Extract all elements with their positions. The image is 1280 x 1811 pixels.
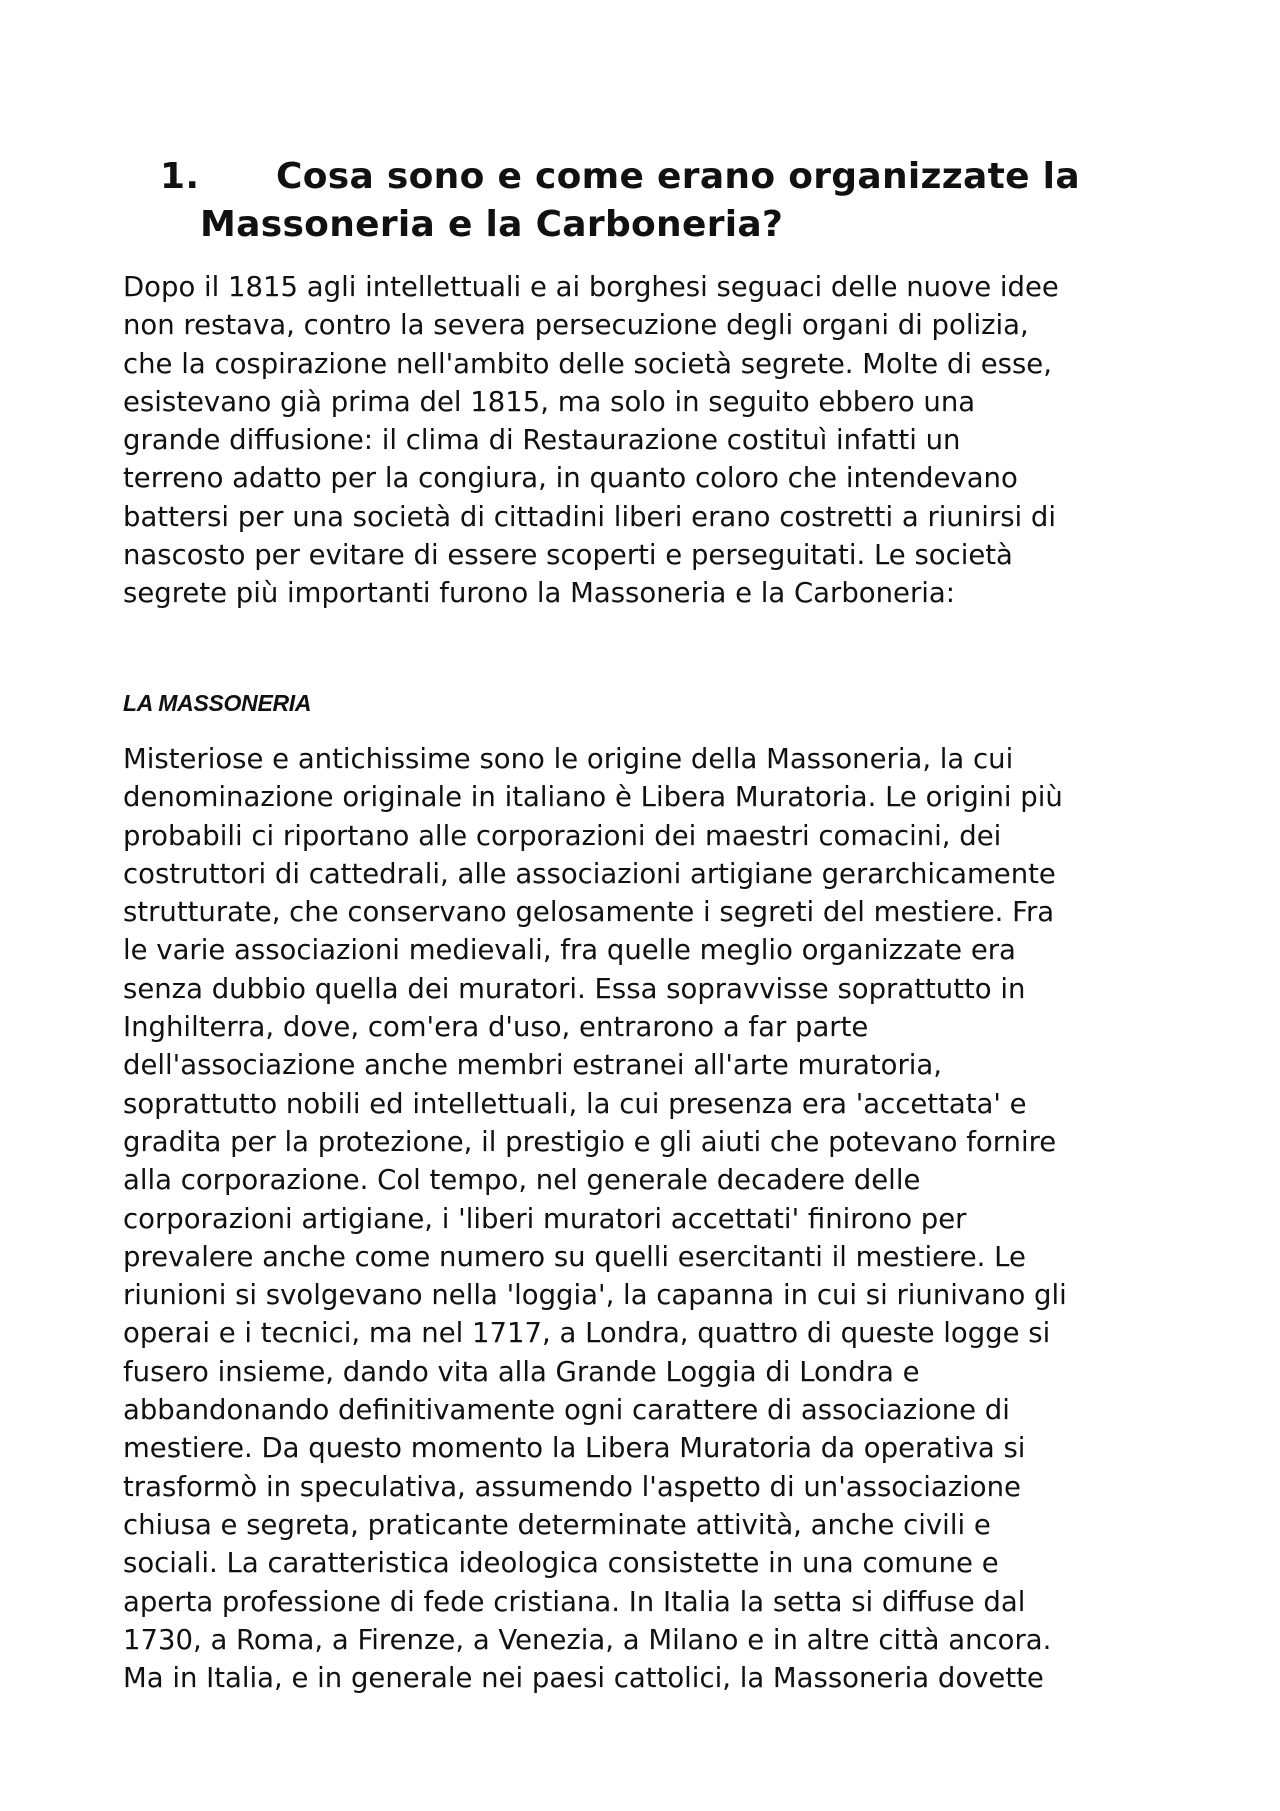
massoneria-paragraph (123, 740, 1183, 1697)
body-line: prevalere anche come numero su quelli esercitanti il mestiere. Le (123, 1240, 1026, 1273)
heading-line-1 (160, 153, 1160, 201)
body-line: Misteriose e antichissime sono le origine della Massoneria, la cui (123, 743, 1014, 775)
body-line: alla corporazione. Col tempo, nel generale decadere delle (123, 1164, 921, 1197)
intro-line: Dopo il 1815 agli intellettuali e ai borghesi seguaci delle nuove idee (123, 271, 1059, 303)
intro-line: terreno adatto per la congiura, in quanto coloro che intendevano (123, 462, 1018, 495)
heading-text-1: Cosa sono e come erano organizzate la (276, 156, 1080, 197)
body-line: le varie associazioni medievali, fra quelle meglio organizzate era (123, 934, 1016, 967)
intro-line: nascosto per evitare di essere scoperti e perseguitati. Le società (123, 539, 1013, 572)
intro-line: segrete più importanti furono la Massoneria e la Carboneria: (123, 577, 956, 610)
body-line: aperta professione di fede cristiana. In Italia la setta si diffuse dal (123, 1585, 1026, 1618)
body-line: costruttori di cattedrali, alle associazioni artigiane gerarchicamente (123, 857, 1056, 890)
heading-number: 1. (160, 156, 200, 197)
intro-paragraph (123, 268, 1183, 613)
body-line: trasformò in speculativa, assumendo l'aspetto di un'associazione (123, 1470, 1021, 1503)
body-line: operai e i tecnici, ma nel 1717, a Londra, quattro di queste logge si (123, 1317, 1051, 1350)
body-line: gradita per la protezione, il prestigio e gli aiuti che potevano fornire (123, 1125, 1057, 1158)
body-line: chiusa e segreta, praticante determinate attività, anche civili e (123, 1508, 991, 1541)
body-line: abbandonando definitivamente ogni carattere di associazione di (123, 1394, 1010, 1427)
question-heading (160, 153, 1160, 249)
body-line: strutturate, che conservano gelosamente i segreti del mestiere. Fra (123, 896, 1055, 929)
heading-line-2: Massoneria e la Carboneria? (200, 204, 784, 245)
body-line: denominazione originale in italiano è Libera Muratoria. Le origini più (123, 781, 1063, 814)
body-line: sociali. La caratteristica ideologica consistette in una comune e (123, 1547, 999, 1580)
intro-line: che la cospirazione nell'ambito delle società segrete. Molte di esse, (123, 347, 1052, 380)
body-line: probabili ci riportano alle corporazioni dei maestri comacini, dei (123, 819, 1002, 852)
body-line: Ma in Italia, e in generale nei paesi cattolici, la Massoneria dovette (123, 1662, 1044, 1695)
intro-line: grande diffusione: il clima di Restaurazione costituì infatti un (123, 424, 961, 457)
body-line: soprattutto nobili ed intellettuali, la cui presenza era 'accettata' e (123, 1087, 1027, 1120)
intro-line: non restava, contro la severa persecuzione degli organi di polizia, (123, 309, 1029, 342)
body-line: dell'associazione anche membri estranei all'arte muratoria, (123, 1049, 943, 1082)
body-line: Inghilterra, dove, com'era d'uso, entrarono a far parte (123, 1011, 869, 1044)
intro-line: esistevano già prima del 1815, ma solo in seguito ebbero una (123, 385, 976, 418)
body-line: corporazioni artigiane, i 'liberi muratori accettati' finirono per (123, 1202, 967, 1235)
body-line: 1730, a Roma, a Firenze, a Venezia, a Milano e in altre città ancora. (123, 1623, 1052, 1656)
body-line: fusero insieme, dando vita alla Grande Loggia di Londra e (123, 1355, 920, 1388)
body-line: riunioni si svolgevano nella 'loggia', la capanna in cui si riunivano gli (123, 1279, 1067, 1312)
body-line: mestiere. Da questo momento la Libera Muratoria da operativa si (123, 1432, 1026, 1465)
section-title-massoneria: LA MASSONERIA (123, 690, 312, 716)
body-line: senza dubbio quella dei muratori. Essa sopravvisse soprattutto in (123, 972, 1026, 1005)
intro-line: battersi per una società di cittadini liberi erano costretti a riunirsi di (123, 500, 1056, 533)
